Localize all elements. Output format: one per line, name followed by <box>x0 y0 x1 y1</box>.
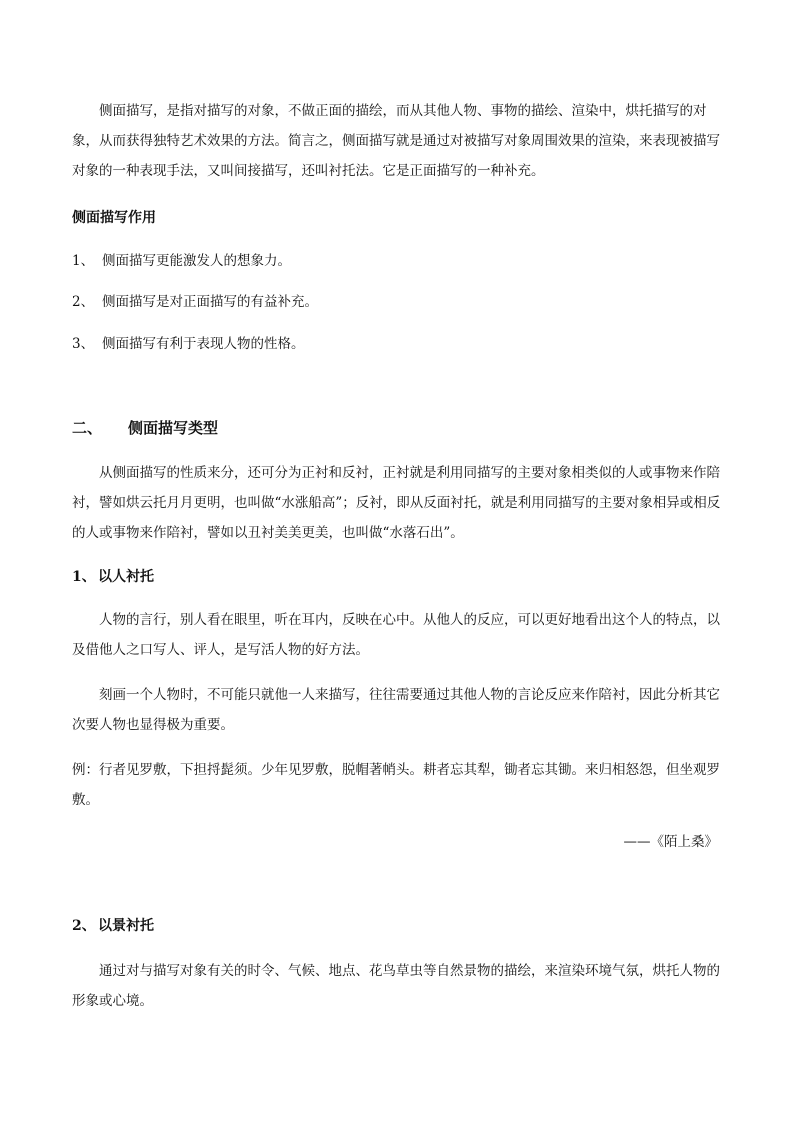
function-item <box>72 292 318 312</box>
section-title: 侧面描写类型 <box>128 419 219 437</box>
paragraph: 通过对与描写对象有关的时令、气候、地点、花鸟草虫等自然景物的描绘，来渲染环境气氛，烘托人物的形象或心境。 <box>72 963 720 1009</box>
paragraph: 人物的言行，别人看在眼里，听在耳内，反映在心中。从他人的反应，可以更好地看出这个人的特点，以及借他人之口写人、评人，是写活人物的好方法。 <box>72 612 720 658</box>
list-text: 侧面描写有利于表现人物的性格。 <box>102 336 305 352</box>
list-text: 侧面描写是对正面描写的有益补充。 <box>102 294 318 310</box>
list-number: 3、 <box>72 336 95 352</box>
types-intro-paragraph: 从侧面描写的性质来分，还可分为正衬和反衬，正衬就是利用同描写的主要对象相类似的人或事物来作陪衬，譬如烘云托月月更明，也叫做“水涨船高”；反衬，即从反面衬托，就是利用同描写的主要对象相异或相反的人或事物来作陪衬，譬如以丑衬美美更美，也叫做“水落石出”。 <box>72 465 721 541</box>
subsection-heading <box>72 916 154 936</box>
list-number: 2、 <box>72 294 95 310</box>
subsection-title: 以人衬托 <box>98 569 154 585</box>
paragraph: 刻画一个人物时，不可能只就他一人来描写，往往需要通过其他人物的言论反应来作陪衬，因此分析其它次要人物也显得极为重要。 <box>72 687 720 733</box>
example-source: ——《陌上桑》 <box>623 834 718 850</box>
example-paragraph: 例：行者见罗敷，下担捋髭须。少年见罗敷，脱帽著帩头。耕者忘其犁，锄者忘其锄。来归相怒怨，但坐观罗敷。 <box>72 762 720 808</box>
section-number: 二、 <box>72 419 103 437</box>
subsection-number: 1、 <box>72 569 96 585</box>
list-text: 侧面描写更能激发人的想象力。 <box>102 253 291 269</box>
list-number: 1、 <box>72 253 95 269</box>
section-heading <box>72 418 218 438</box>
subsection-title: 以景衬托 <box>98 918 154 934</box>
function-item <box>72 251 291 271</box>
subsection-number: 2、 <box>72 918 96 934</box>
function-item <box>72 334 305 354</box>
function-heading: 侧面描写作用 <box>72 210 156 226</box>
subsection-heading <box>72 567 154 587</box>
intro-paragraph: 侧面描写，是指对描写的对象，不做正面的描绘，而从其他人物、事物的描绘、渲染中，烘托描写的对象，从而获得独特艺术效果的方法。简言之，侧面描写就是通过对被描写对象周围效果的渲染，来表现被描写对象的一种表现手法，又叫间接描写，还叫衬托法。它是正面描写的一种补充。 <box>72 103 720 179</box>
